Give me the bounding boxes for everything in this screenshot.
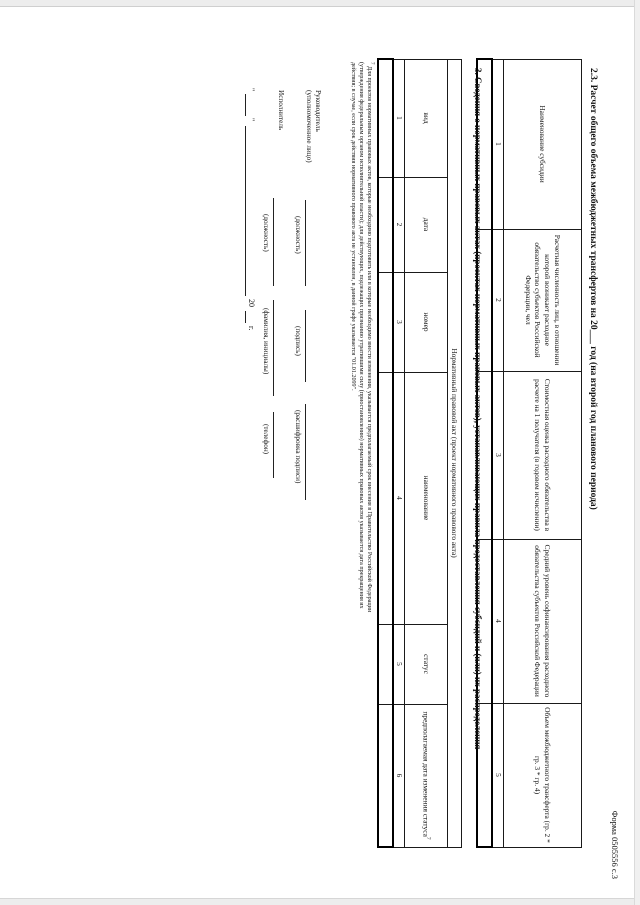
date-year-line: [245, 311, 246, 323]
col-header: номер: [405, 272, 448, 372]
data-cell: [378, 624, 393, 704]
col-header: [405, 704, 448, 847]
data-cell: [378, 272, 393, 372]
footnote-text: Для проектов нормативных правовых актов, которые необходимо подготовить или в которые необходимо внести изменения, указывается предполагаемый срок внесения в Правительство Российской Федерации (утверждения федеральным органом исполнительной власти); для действующих, подлежащих признанию утратившими силу (приостановлению) нормативных правовых актов указывается дата прекращения их действия; в случае, если срок действия нормативного правового акта не установлен, в данной графе указывается "01.01.2099".: [350, 62, 372, 613]
table-data-row: [378, 59, 393, 847]
column-number: 3: [492, 371, 503, 539]
data-cell: [378, 704, 393, 847]
subsidy-volume-table: [476, 58, 582, 848]
footnote-mark: 7: [369, 62, 374, 65]
executor-position-line: [273, 198, 274, 286]
table-group-header-row: [448, 59, 462, 847]
column-number: 3: [393, 272, 404, 372]
head-signature-line: [305, 310, 306, 382]
head-label-line-2: (уполномоченное лицо): [305, 90, 313, 163]
section-2-3-title: 2.3. Расчет общего объема межбюджетных трансфертов на 20___ год (на второй год планового периода): [588, 68, 598, 510]
column-number: 1: [492, 59, 503, 229]
form-code: Форма 0505556 с.3: [610, 810, 620, 879]
col-header: Объем межбюджетного трансферта (гр. 2 * гр. 3 * гр. 4): [504, 703, 582, 847]
executor-position-caption: (должность): [262, 214, 270, 252]
head-label: [304, 90, 322, 163]
col-header: наименование: [405, 372, 448, 624]
date-month-line: [245, 126, 246, 296]
column-number: 4: [393, 372, 404, 624]
column-number: 5: [393, 624, 404, 704]
col-header: вид: [405, 59, 448, 177]
data-cell: [378, 372, 393, 624]
date-day-line: [245, 94, 246, 116]
table-header-row: [405, 59, 448, 847]
head-signature-caption: (подпись): [294, 326, 302, 356]
column-number-row: [393, 59, 404, 847]
executor-name-line: [273, 300, 274, 396]
date-close-quote: ": [247, 118, 256, 122]
col-header-text: предполагаемая дата изменения статуса: [421, 711, 431, 837]
column-number: 4: [492, 539, 503, 703]
executor-phone-line: [273, 412, 274, 478]
col-header: Средний уровень софинансирования расходного обязательства субъектов Российской Федерации: [504, 539, 582, 703]
table-header-row: [504, 59, 582, 847]
executor-label: Исполнитель: [277, 90, 285, 131]
date-open-quote: ": [247, 88, 256, 92]
data-cell: [378, 177, 393, 272]
head-label-line-1: Руководитель: [314, 90, 322, 132]
col-header: статус: [405, 624, 448, 704]
col-header: Расчетная численность лиц, в отношении которой возникает расходное обязательство субъектов Российской Федерации, чел: [504, 229, 582, 371]
column-number: 5: [492, 703, 503, 847]
footnote: [348, 62, 374, 622]
date-century: 20: [247, 299, 256, 307]
date-suffix: г.: [247, 326, 256, 331]
column-number: 2: [393, 177, 404, 272]
section-3-title: 3. Сведения о нормативных правовых актах (проектах нормативных правовых актов), устанавливающих правила предоставления субсидий и (или) их распределения: [473, 68, 483, 750]
head-decoding-line: [305, 404, 306, 500]
executor-name-caption: (фамилия, инициалы): [262, 308, 270, 375]
data-cell: [378, 59, 393, 177]
group-header: Нормативный правовой акт (проект нормативного правового акта): [448, 59, 462, 847]
footnote-ref: 7: [425, 836, 432, 840]
col-header: Стоимостная оценка расходного обязательства в расчете на 1 получателя (в годовом исчислении): [504, 371, 582, 539]
head-position-caption: (должность): [294, 216, 302, 254]
head-decoding-caption: (расшифровка подписи): [294, 410, 302, 484]
col-header: Наименование субсидии: [504, 59, 582, 229]
column-number: 1: [393, 59, 404, 177]
column-number: 2: [492, 229, 503, 371]
head-position-line: [305, 200, 306, 286]
column-number: 6: [393, 704, 404, 847]
column-number-row: [492, 59, 503, 847]
executor-phone-caption: (телефон): [262, 424, 270, 455]
col-header: дата: [405, 177, 448, 272]
legal-acts-table: [377, 58, 462, 848]
